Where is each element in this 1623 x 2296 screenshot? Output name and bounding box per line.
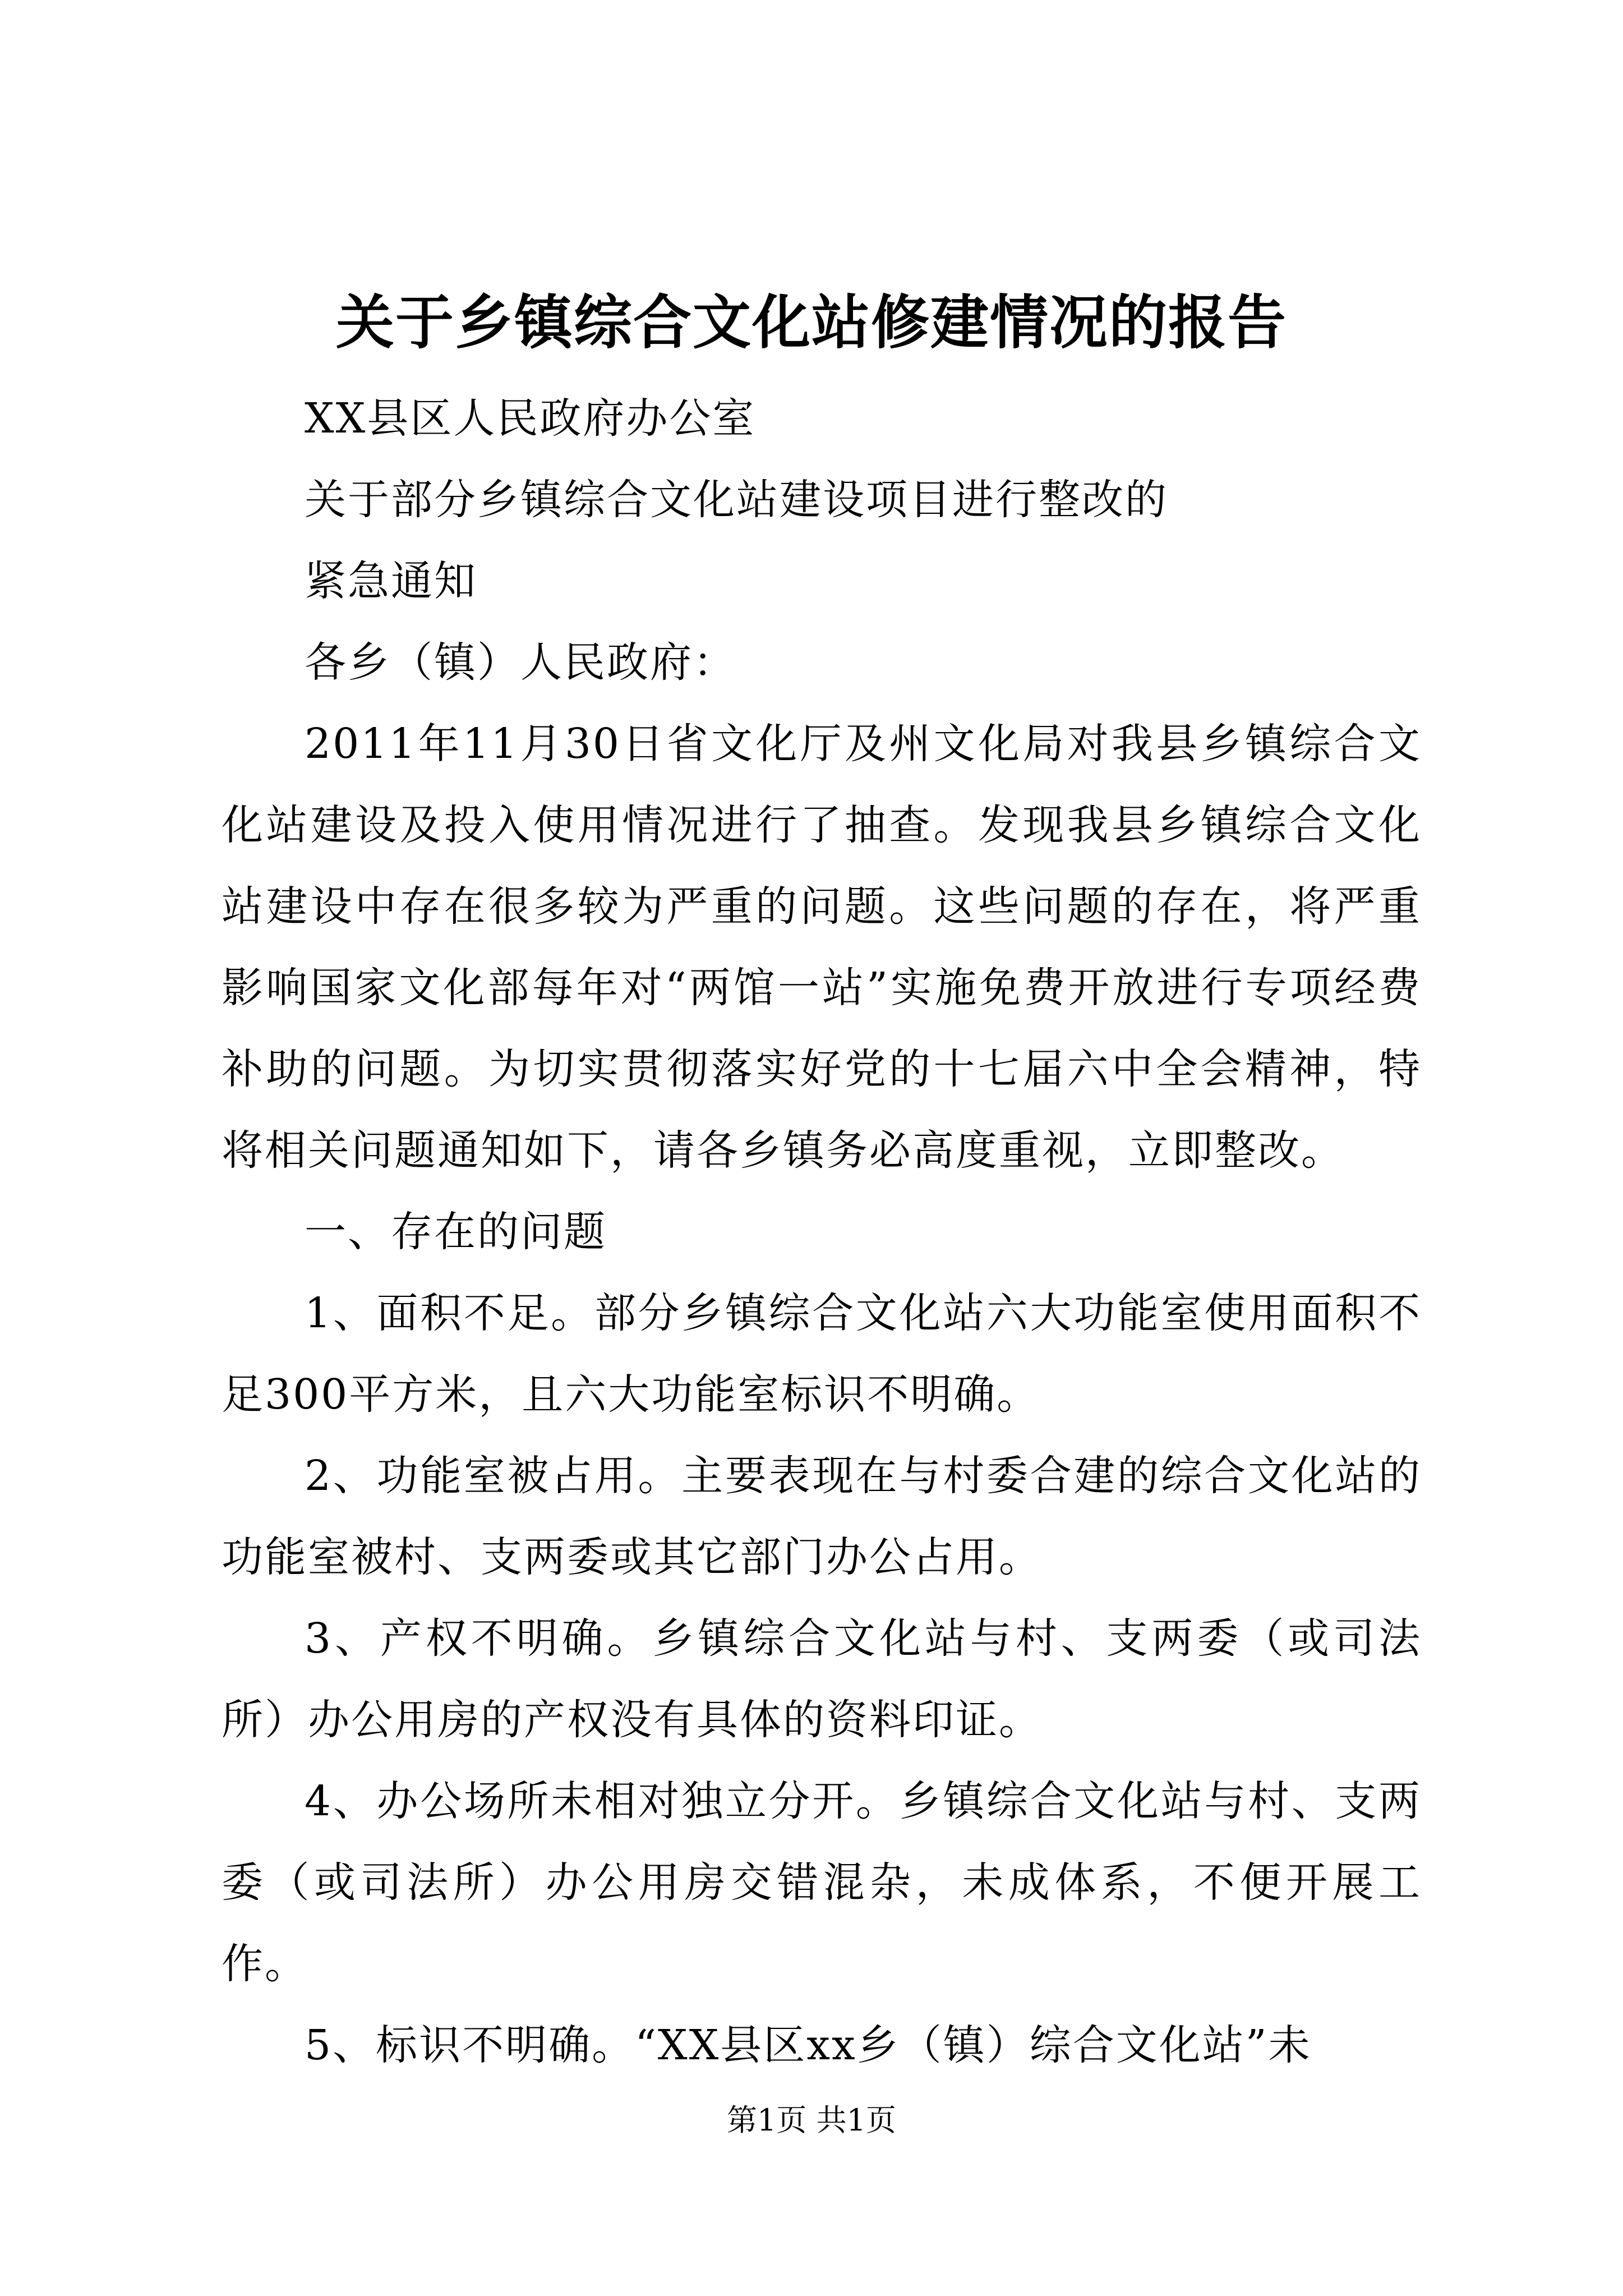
document-body	[222, 378, 1422, 2086]
salutation: 各乡（镇）人民政府：	[305, 638, 736, 687]
problem-item-1: 1、面积不足。部分乡镇综合文化站六大功能室使用面积不足300平方米，且六大功能室标识不明确。	[222, 1289, 1422, 1419]
notice-title-line-2: 紧急通知	[305, 557, 477, 605]
intro-paragraph: 2011年11月30日省文化厅及州文化局对我县乡镇综合文化站建设及投入使用情况进行了抽查。发现我县乡镇综合文化站建设中存在很多较为严重的问题。这些问题的存在，将严重影响国家文化部每年对“两馆一站”实施免费开放进行专项经费补助的问题。为切实贯彻落实好党的十七届六中全会精神，特将相关问题通知如下，请各乡镇务必高度重视，立即整改。	[222, 720, 1422, 1175]
problem-item-2: 2、功能室被占用。主要表现在与村委合建的综合文化站的功能室被村、支两委或其它部门办公占用。	[222, 1452, 1422, 1581]
page-footer: 第1页 共1页	[727, 2102, 896, 2138]
problem-item-5: 5、标识不明确。“XX县区xx乡（镇）综合文化站”未	[305, 2021, 1312, 2069]
issuer-line: XX县区人民政府办公室	[305, 394, 756, 443]
section-heading: 一、存在的问题	[305, 1208, 607, 1256]
problem-item-4: 4、办公场所未相对独立分开。乡镇综合文化站与村、支两委（或司法所）办公用房交错混杂，未成体系，不便开展工作。	[222, 1777, 1422, 1988]
notice-title-line-1: 关于部分乡镇综合文化站建设项目进行整改的	[305, 476, 1168, 524]
problem-item-3: 3、产权不明确。乡镇综合文化站与村、支两委（或司法所）办公用房的产权没有具体的资料印证。	[222, 1614, 1422, 1744]
document-title: 关于乡镇综合文化站修建情况的报告	[335, 288, 1287, 357]
